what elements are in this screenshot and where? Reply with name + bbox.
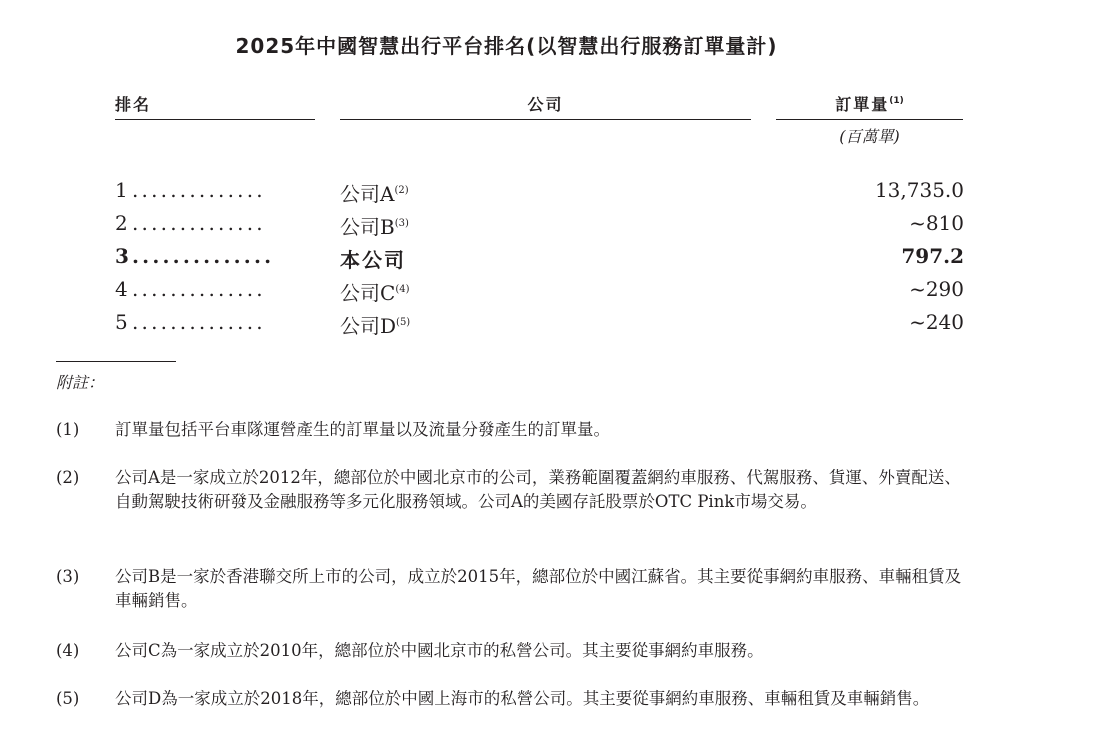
order-value: 13,735.0 (874, 178, 964, 202)
footnote-text: 公司C為一家成立於2010年，總部位於中國北京市的私營公司。其主要從事網約車服務。 (115, 641, 764, 660)
order-value: ~290 (909, 277, 964, 301)
footnote-number: (3) (56, 567, 80, 586)
company-cell (340, 244, 406, 273)
leader-dots: .............. (132, 178, 266, 202)
header-rank: 排名 (115, 95, 152, 114)
company-note: (3) (394, 218, 409, 229)
order-value: ~810 (909, 211, 964, 235)
header-company-rule (340, 119, 751, 120)
footnote-text: 公司D為一家成立於2018年，總部位於中國上海市的私營公司。其主要從事網約車服務、車輛租賃及車輛銷售。 (115, 689, 930, 708)
company-name: 公司B (340, 215, 395, 239)
company-cell (340, 211, 409, 240)
company-name: 公司C (340, 281, 396, 305)
order-value: 797.2 (901, 244, 964, 268)
table-row (115, 310, 964, 340)
rank-cell: 3 (115, 244, 129, 268)
header-orders-label: 訂單量 (835, 95, 890, 114)
orders-unit: (百萬單) (839, 127, 900, 146)
header-orders-rule (776, 119, 963, 120)
rank-cell: 4 (115, 277, 128, 301)
header-orders-note: (1) (889, 96, 904, 106)
rank-cell: 1 (115, 178, 128, 202)
company-note: (4) (395, 284, 410, 295)
company-name: 本公司 (340, 248, 406, 272)
footnote-text: 公司B是一家於香港聯交所上市的公司，成立於2015年，總部位於中國江蘇省。其主要從事網約車服務、車輛租賃及車輛銷售。 (115, 567, 962, 610)
company-name: 公司D (340, 314, 397, 338)
company-note: (2) (394, 185, 409, 196)
table-row (115, 211, 964, 241)
footnote-number: (4) (56, 641, 80, 660)
header-orders (776, 92, 963, 115)
notes-label: 附註： (56, 373, 105, 392)
leader-dots: .............. (132, 277, 266, 301)
notes-divider (56, 361, 176, 362)
company-cell (340, 178, 409, 207)
table-row (115, 277, 964, 307)
leader-dots: .............. (132, 244, 275, 268)
footnote-number: (2) (56, 468, 80, 487)
footnote-number: (5) (56, 689, 80, 708)
company-name: 公司A (340, 182, 395, 206)
footnote-text: 公司A是一家成立於2012年，總部位於中國北京市的公司，業務範圍覆蓋網約車服務、代駕服務、貨運、外賣配送、自動駕駛技術研發及金融服務等多元化服務領域。公司A的美國存託股票於OTC Pink市場交易。 (115, 468, 961, 511)
table-row (115, 178, 964, 208)
page-title: 2025年中國智慧出行平台排名(以智慧出行服務訂單量計) (235, 34, 778, 58)
footnote-number: (1) (56, 420, 80, 439)
leader-dots: .............. (132, 310, 266, 334)
leader-dots: .............. (132, 211, 266, 235)
footnote-text: 訂單量包括平台車隊運營產生的訂單量以及流量分發產生的訂單量。 (115, 420, 610, 439)
header-rank-rule (115, 119, 315, 120)
header-company: 公司 (527, 95, 564, 114)
company-note: (5) (396, 317, 411, 328)
company-cell (340, 310, 410, 339)
rank-cell: 2 (115, 211, 128, 235)
company-cell (340, 277, 409, 306)
rank-cell: 5 (115, 310, 128, 334)
order-value: ~240 (909, 310, 964, 334)
table-row-highlight (115, 244, 964, 274)
